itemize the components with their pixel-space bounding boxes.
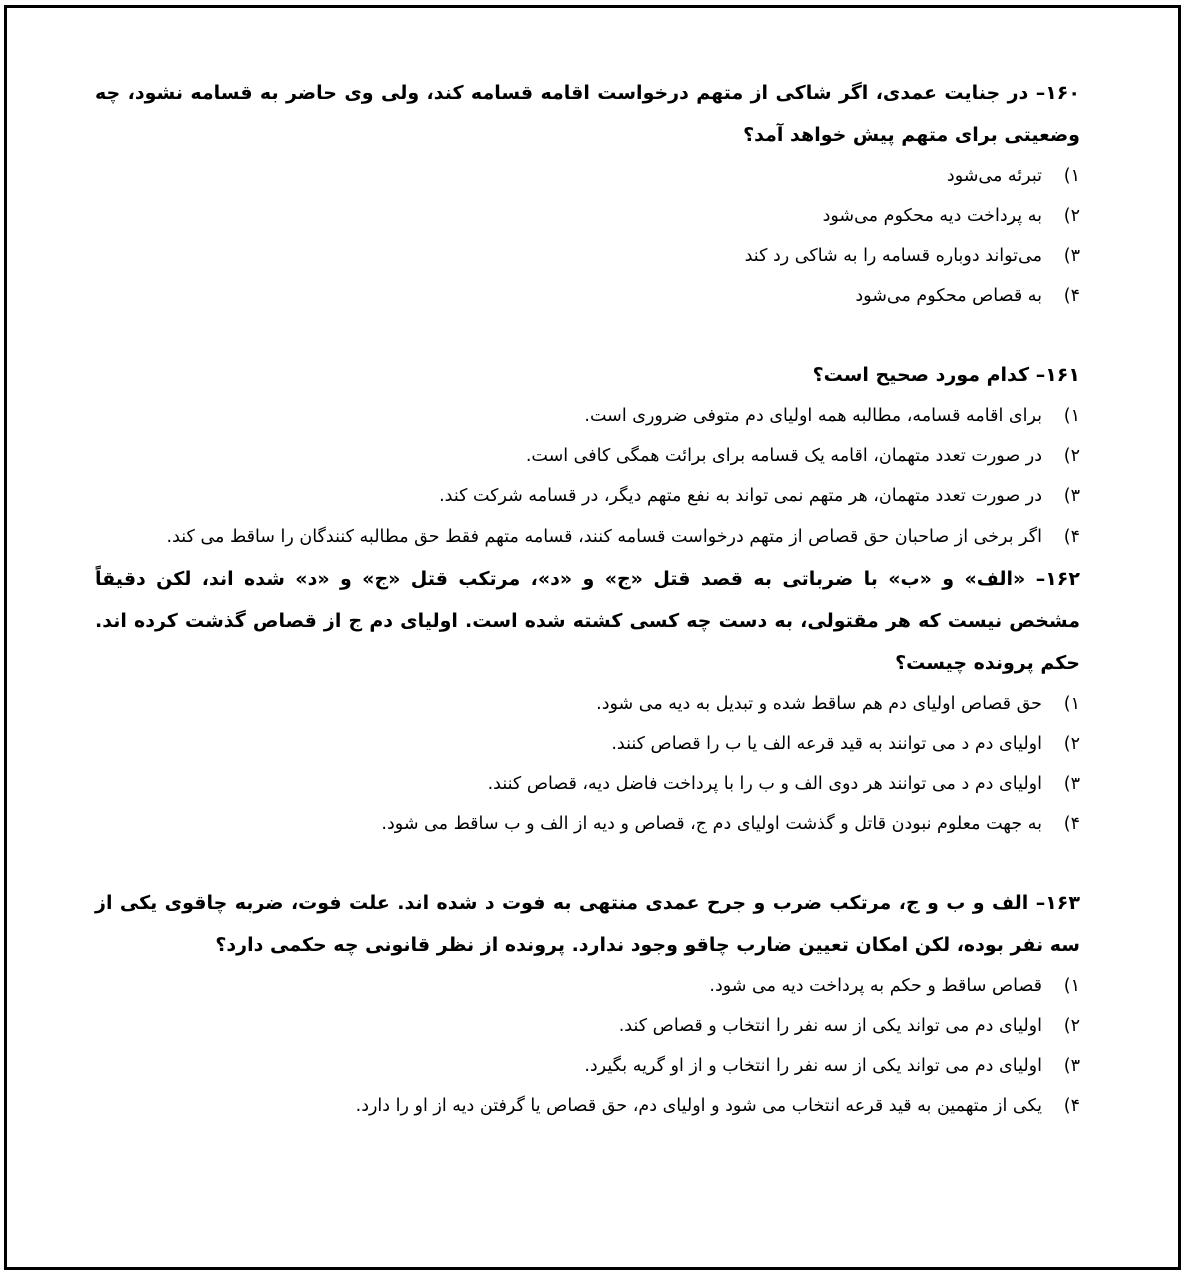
option-text: به جهت معلوم نبودن قاتل و گذشت اولیای دم ج، قصاص و دیه از الف و ب ساقط می شود. [381,814,1042,834]
question-stem: ۱۶۲– «الف» و «ب» با ضرباتی به قصد قتل «ج» و «د»، مرتکب قتل «ج» و «د» شده اند، لکن دقیقاً مشخص نیست که هر مقتولی، به دست چه کسی کشته شده است. اولیای دم ج از قصاص گذشت کرده اند. حکم پرونده چیست؟ [95,568,1080,674]
option-number: ۲) [1063,734,1080,754]
option-text: یکی از متهمین به قید قرعه انتخاب می شود و اولیای دم، حق قصاص یا گرفتن دیه از او را دارد. [355,1096,1042,1116]
option-1[interactable] [95,156,1080,196]
question-stem: ۱۶۳– الف و ب و ج، مرتکب ضرب و جرح عمدی منتهی به فوت د شده اند. علت فوت، ضربه چاقوی یکی از سه نفر بوده، لکن امکان تعیین ضارب چاقو وجود ندارد. پرونده از نظر قانونی چه حکمی دارد؟ [95,892,1080,956]
option-text: می‌تواند دوباره قسامه را به شاکی رد کند [744,246,1042,266]
exam-content [95,72,1080,1126]
option-number: ۳) [1063,486,1080,506]
option-text: حق قصاص اولیای دم هم ساقط شده و تبدیل به دیه می شود. [596,694,1042,714]
option-text: برای اقامه قسامه، مطالبه همه اولیای دم متوفی ضروری است. [584,406,1042,426]
option-text: اگر برخی از صاحبان حق قصاص از متهم درخواست قسامه کنند، قسامه متهم فقط حق مطالبه کنندگان را ساقط می کند. [166,527,1042,547]
option-number: ۴) [1063,527,1080,547]
option-2[interactable] [95,1006,1080,1046]
option-number: ۱) [1063,406,1080,426]
options-list [95,684,1080,844]
spacer [95,316,1080,354]
option-text: اولیای دم می تواند یکی از سه نفر را انتخاب و قصاص کند. [618,1016,1042,1036]
option-number: ۲) [1063,1016,1080,1036]
option-1[interactable] [95,396,1080,436]
option-text: در صورت تعدد متهمان، اقامه یک قسامه برای برائت همگی کافی است. [525,446,1042,466]
option-number: ۲) [1063,206,1080,226]
question-161 [95,354,1080,558]
option-number: ۴) [1063,814,1080,834]
option-number: ۳) [1063,1056,1080,1076]
option-number: ۲) [1063,446,1080,466]
option-number: ۳) [1063,774,1080,794]
option-number: ۱) [1063,166,1080,186]
option-4[interactable] [95,276,1080,316]
option-3[interactable] [95,236,1080,276]
option-text: به پرداخت دیه محکوم می‌شود [822,206,1042,226]
options-list [95,966,1080,1126]
option-2[interactable] [95,196,1080,236]
question-160 [95,72,1080,316]
question-163 [95,882,1080,1126]
option-number: ۴) [1063,1096,1080,1116]
option-text: تبرئه می‌شود [946,166,1042,186]
option-3[interactable] [95,476,1080,516]
option-1[interactable] [95,684,1080,724]
option-3[interactable] [95,764,1080,804]
option-2[interactable] [95,436,1080,476]
question-162 [95,558,1080,844]
option-2[interactable] [95,724,1080,764]
question-stem: ۱۶۰– در جنایت عمدی، اگر شاکی از متهم درخواست اقامه قسامه کند، ولی وی حاضر به قسامه نشود، چه وضعیتی برای متهم پیش خواهد آمد؟ [95,82,1080,146]
option-4[interactable] [95,1086,1080,1126]
options-list [95,156,1080,316]
option-text: در صورت تعدد متهمان، هر متهم نمی تواند به نفع متهم دیگر، در قسامه شرکت کند. [439,486,1042,506]
question-stem: ۱۶۱– کدام مورد صحیح است؟ [812,364,1080,386]
option-text: اولیای دم می تواند یکی از سه نفر را انتخاب و از او گریه بگیرد. [584,1056,1042,1076]
options-list [95,396,1080,558]
option-text: به قصاص محکوم می‌شود [855,286,1042,306]
option-number: ۴) [1063,286,1080,306]
spacer [95,844,1080,882]
option-text: اولیای دم د می توانند به قید قرعه الف یا ب را قصاص کنند. [611,734,1042,754]
option-number: ۱) [1063,694,1080,714]
option-4[interactable] [95,516,1080,558]
option-4[interactable] [95,804,1080,844]
option-number: ۳) [1063,246,1080,266]
option-text: قصاص ساقط و حکم به پرداخت دیه می شود. [709,976,1042,996]
option-3[interactable] [95,1046,1080,1086]
option-number: ۱) [1063,976,1080,996]
option-1[interactable] [95,966,1080,1006]
option-text: اولیای دم د می توانند هر دوی الف و ب را با پرداخت فاضل دیه، قصاص کنند. [487,774,1042,794]
